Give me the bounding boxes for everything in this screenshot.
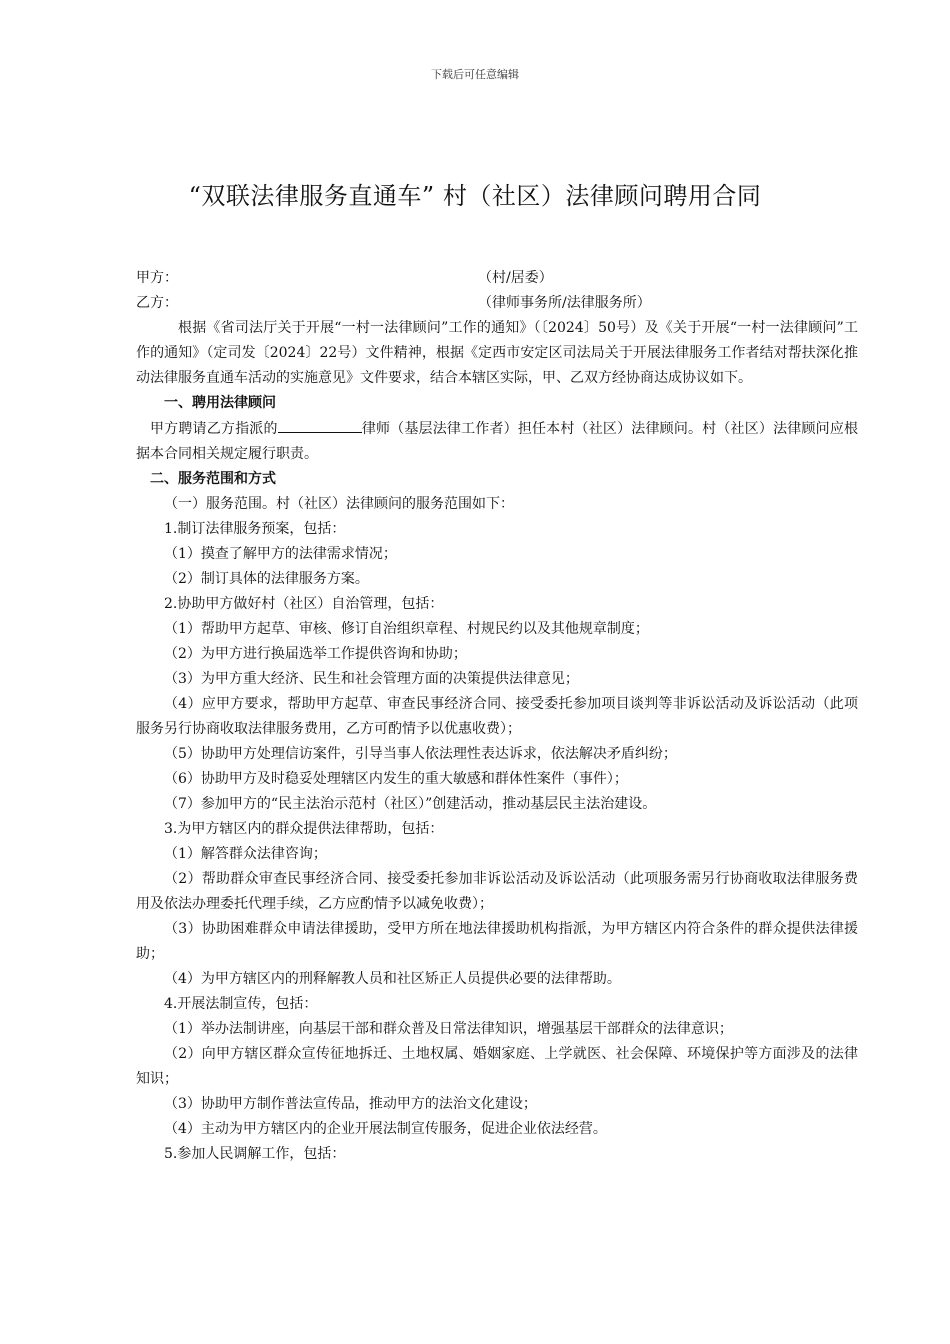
list-item: （2）向甲方辖区群众宣传征地拆迁、土地权属、婚姻家庭、上学就医、社会保障、环境保护等方面涉及的法律知识；: [136, 1046, 858, 1087]
list-item: （1）摸查了解甲方的法律需求情况；: [164, 546, 397, 562]
list-item: （3）协助甲方制作普法宣传品，推动甲方的法治文化建设；: [164, 1096, 537, 1112]
list-item: （1）举办法制讲座，向基层干部和群众普及日常法律知识，增强基层干部群众的法律意识；: [164, 1021, 733, 1037]
section-1-paragraph: [136, 416, 858, 467]
list-item: （5）协助甲方处理信访案件，引导当事人依法理性表达诉求，依法解决矛盾纠纷；: [164, 746, 677, 762]
document-body: [136, 266, 858, 1167]
item-3-title: 3.为甲方辖区内的群众提供法律帮助，包括：: [164, 821, 444, 837]
list-item: （1）帮助甲方起草、审核、修订自治组织章程、村规民约以及其他规章制度；: [164, 621, 649, 637]
item-2-title: 2.协助甲方做好村（社区）自治管理，包括：: [164, 596, 444, 612]
item-4-title: 4.开展法制宣传，包括：: [164, 996, 318, 1012]
item-1-title: 1.制订法律服务预案，包括：: [164, 521, 346, 537]
party-b-row: [136, 291, 858, 316]
list-item: （4）应甲方要求，帮助甲方起草、审查民事经济合同、接受委托参加项目谈判等非诉讼活动及诉讼活动（此项服务另行协商收取法律服务费用，乙方可酌情予以优惠收费）；: [136, 696, 858, 737]
party-a-note: （村/居委）: [478, 270, 553, 286]
party-a-label: 甲方：: [136, 270, 178, 286]
list-item: （2）帮助群众审查民事经济合同、接受委托参加非诉讼活动及诉讼活动（此项服务需另行协商收取法律服务费用及依法办理委托代理手续，乙方应酌情予以减免收费）；: [136, 871, 858, 912]
item-5-title: 5.参加人民调解工作，包括：: [164, 1146, 346, 1162]
list-item: （3）协助困难群众申请法律援助，受甲方所在地法律援助机构指派，为甲方辖区内符合条件的群众提供法律援助；: [136, 921, 858, 962]
list-item: （4）为甲方辖区内的刑释解教人员和社区矫正人员提供必要的法律帮助。: [164, 971, 621, 987]
party-b-label: 乙方：: [136, 295, 178, 311]
service-scope: （一）服务范围。村（社区）法律顾问的服务范围如下：: [164, 496, 514, 512]
party-a-row: [136, 266, 858, 291]
list-item: （2）制订具体的法律服务方案。: [164, 571, 369, 587]
list-item: （2）为甲方进行换届选举工作提供咨询和协助；: [164, 646, 467, 662]
intro-paragraph: 根据《省司法厅关于开展“一村一法律顾问”工作的通知》（〔2024〕50号）及《关于开展“一村一法律顾问”工作的通知》（定司发〔2024〕22号）文件精神，根据《定西市安定区司法局关于开展法律服务工作者结对帮扶深化推动法律服务直通车活动的实施意见》文件要求，结合本辖区实际，甲、乙双方经协商达成协议如下。: [136, 320, 858, 386]
section-1-text-before: 甲方聘请乙方指派的: [150, 421, 278, 437]
section-2-heading: 二、服务范围和方式: [150, 471, 276, 487]
party-b-note: （律师事务所/法律服务所）: [478, 295, 651, 311]
list-item: （7）参加甲方的“民主法治示范村（社区）”创建活动，推动基层民主法治建设。: [164, 796, 657, 812]
section-1-text-after: 律师（基层法律工作者）担任本村（社区）法律顾问。村（社区）法律顾问应根据本合同相关规定履行职责。: [136, 421, 859, 462]
list-item: （4）主动为甲方辖区内的企业开展法制宣传服务，促进企业依法经营。: [164, 1121, 607, 1137]
section-1-heading: 一、聘用法律顾问: [164, 395, 276, 411]
header-note: 下载后可任意编辑: [431, 68, 519, 81]
list-item: （1）解答群众法律咨询；: [164, 846, 327, 862]
list-item: （6）协助甲方及时稳妥处理辖区内发生的重大敏感和群体性案件（事件）；: [164, 771, 628, 787]
document-title: “双联法律服务直通车” 村（社区）法律顾问聘用合同: [188, 182, 762, 210]
list-item: （3）为甲方重大经济、民生和社会管理方面的决策提供法律意见；: [164, 671, 579, 687]
lawyer-name-blank: [278, 416, 362, 433]
